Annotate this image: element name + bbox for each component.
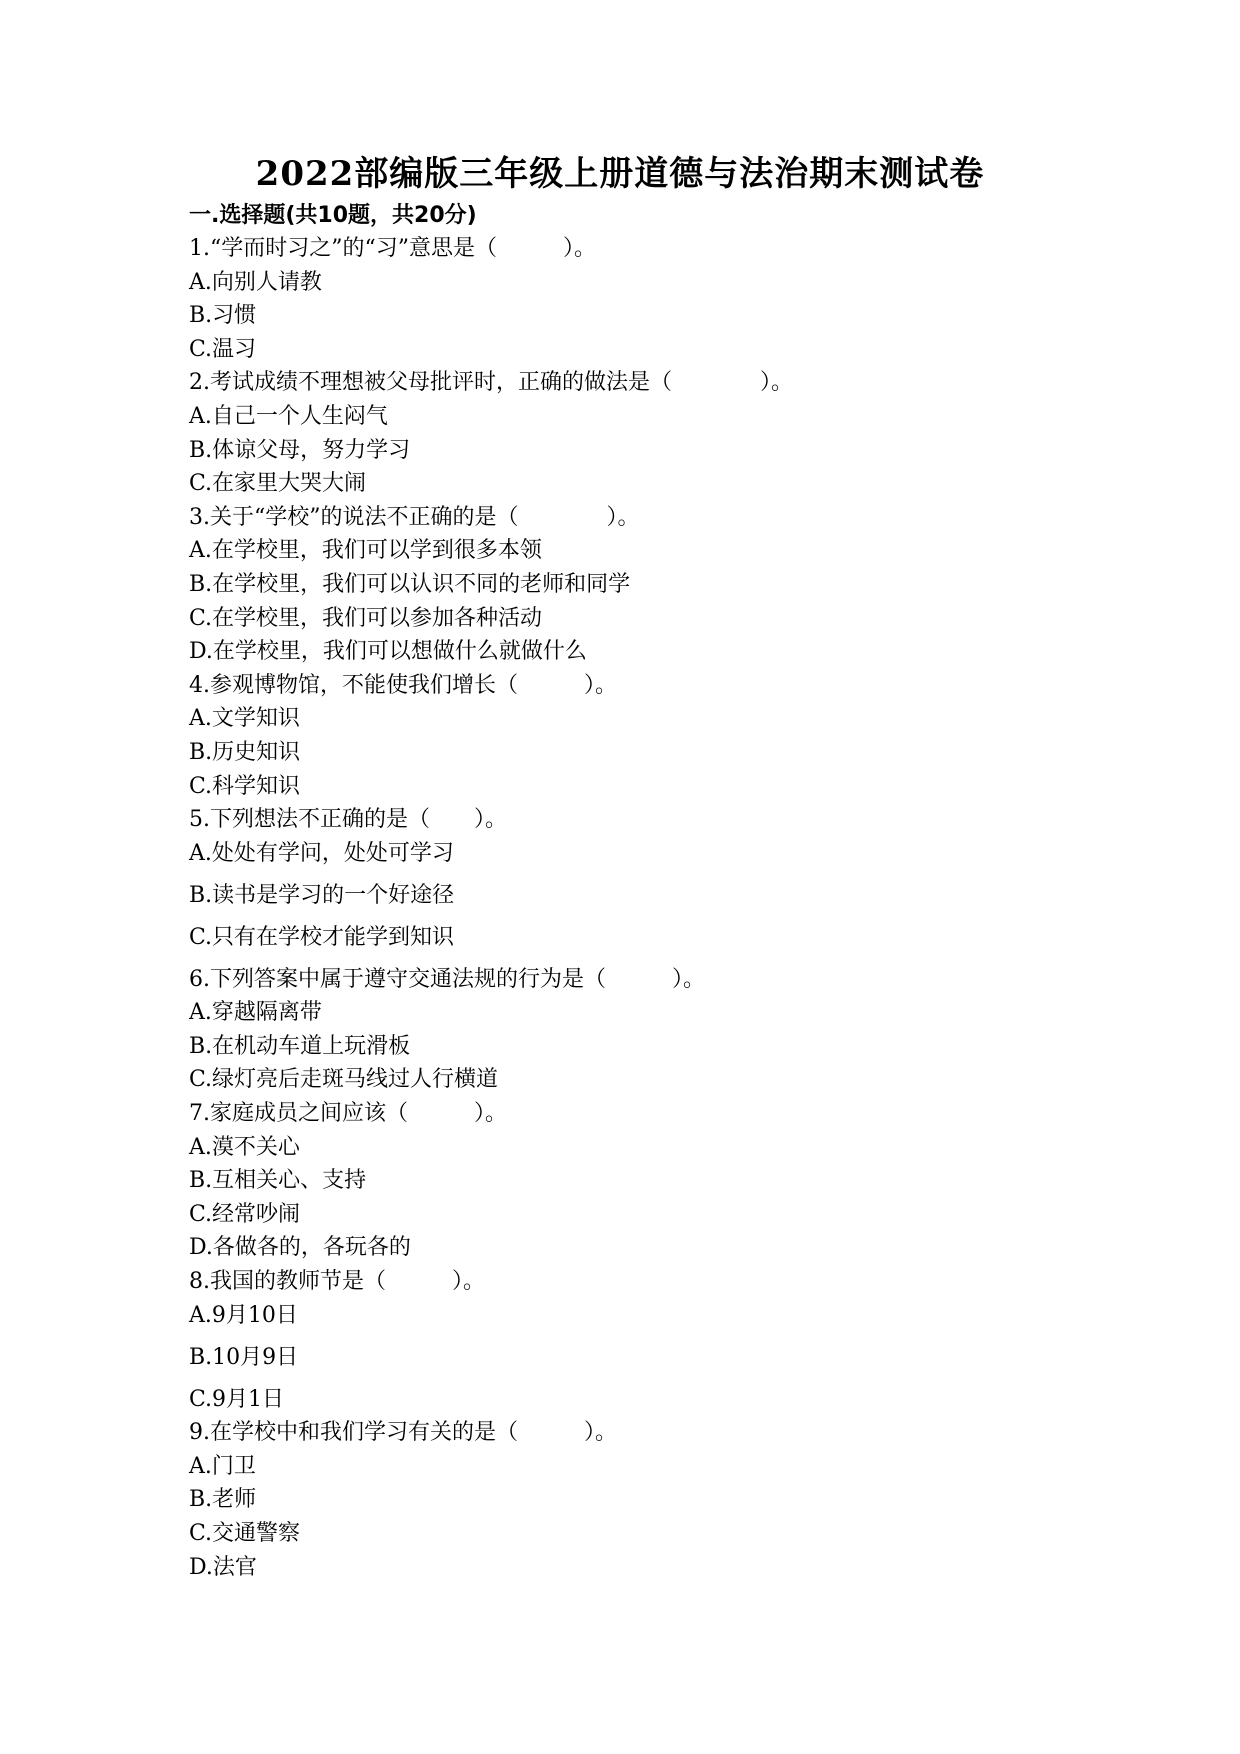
option: B.互相关心、支持: [189, 1168, 367, 1194]
option: D.各做各的，各玩各的: [189, 1235, 411, 1261]
option: C.在家里大哭大闹: [189, 471, 367, 497]
exam-title: 2022部编版三年级上册道德与法治期末测试卷: [255, 154, 985, 194]
question-stem: 7.家庭成员之间应该（ ）。: [189, 1101, 507, 1127]
option: C.9月1日: [189, 1386, 285, 1412]
option: A.9月10日: [189, 1302, 298, 1328]
question-stem: 3.关于“学校”的说法不正确的是（ ）。: [189, 504, 640, 530]
question-list: [189, 232, 1189, 1584]
question-stem: 5.下列想法不正确的是（ ）。: [189, 807, 507, 833]
section-heading: 一.选择题(共10题，共20分): [189, 203, 477, 228]
question-stem: 9.在学校中和我们学习有关的是（ ）。: [189, 1420, 617, 1446]
option: B.在机动车道上玩滑板: [189, 1033, 411, 1059]
option: A.处处有学问，处处可学习: [189, 840, 454, 866]
option: B.读书是学习的一个好途径: [189, 882, 455, 908]
option: B.在学校里，我们可以认识不同的老师和同学: [189, 571, 631, 597]
question-stem: 8.我国的教师节是（ ）。: [189, 1269, 485, 1295]
option: C.绿灯亮后走斑马线过人行横道: [189, 1067, 499, 1093]
option: B.老师: [189, 1487, 257, 1513]
option: C.经常吵闹: [189, 1201, 301, 1227]
option: A.穿越隔离带: [189, 1000, 322, 1026]
option: C.只有在学校才能学到知识: [189, 924, 455, 950]
option: A.向别人请教: [189, 269, 322, 295]
option: D.法官: [189, 1554, 257, 1580]
question-stem: 2.考试成绩不理想被父母批评时，正确的做法是（ ）。: [189, 370, 793, 396]
option: B.10月9日: [189, 1344, 299, 1370]
option: C.在学校里，我们可以参加各种活动: [189, 605, 543, 631]
option: A.门卫: [189, 1453, 256, 1479]
option: C.交通警察: [189, 1521, 301, 1546]
question-stem: 1.“学而时习之”的“习”意思是（ ）。: [189, 236, 596, 261]
option: C.温习: [189, 336, 257, 362]
option: B.习惯: [189, 303, 257, 329]
option: A.文学知识: [189, 706, 300, 732]
option: D.在学校里，我们可以想做什么就做什么: [189, 639, 587, 665]
option: B.体谅父母，努力学习: [189, 437, 411, 463]
option: C.科学知识: [189, 773, 301, 799]
option: A.漠不关心: [189, 1134, 300, 1160]
option: B.历史知识: [189, 739, 301, 765]
option: A.自己一个人生闷气: [189, 403, 388, 429]
question-stem: 6.下列答案中属于遵守交通法规的行为是（ ）。: [189, 966, 705, 992]
option: A.在学校里，我们可以学到很多本领: [189, 538, 542, 564]
question-stem: 4.参观博物馆，不能使我们增长（ ）。: [189, 672, 617, 698]
